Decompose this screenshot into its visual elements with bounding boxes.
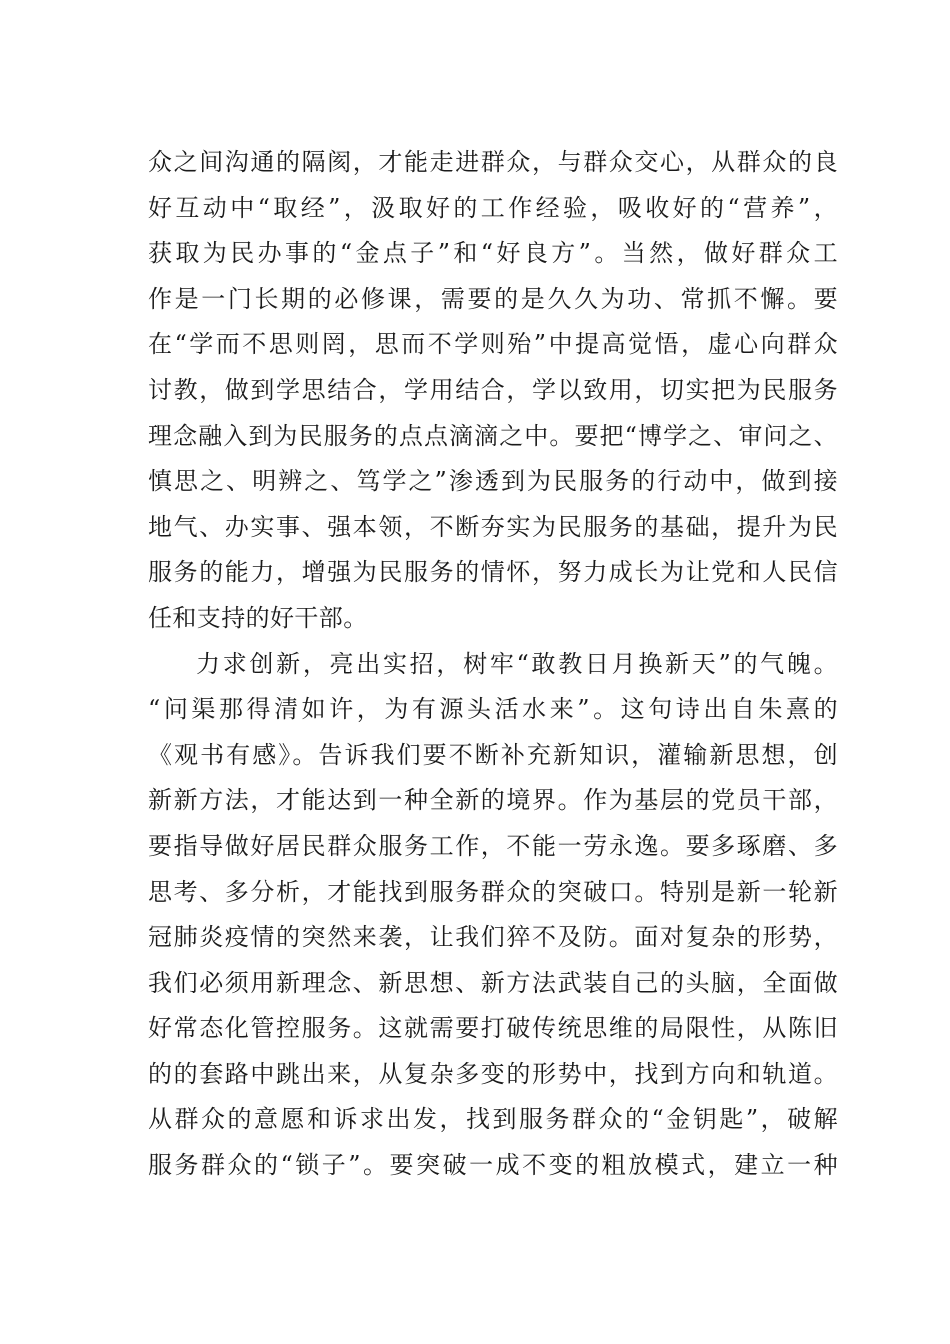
text-line: 新新方法，才能达到一种全新的境界。作为基层的党员干部， [148,786,838,815]
text-line: 众之间沟通的隔阂，才能走进群众，与群众交心，从群众的良 [148,148,838,176]
text-line: 服务群众的“锁子”。要突破一成不变的粗放模式，建立一种 [148,1151,838,1180]
text-line: 冠肺炎疫情的突然来袭，让我们猝不及防。面对复杂的形势， [148,923,838,952]
text-line: 我们必须用新理念、新思想、新方法武装自己的头脑，全面做 [148,968,838,997]
text-line: “问渠那得清如许，为有源头活水来”。这句诗出自朱熹的 [148,695,838,724]
body-text [148,140,838,1189]
text-line: 从群众的意愿和诉求出发，找到服务群众的“金钥匙”，破解 [148,1105,838,1134]
text-line: 好互动中“取经”，汲取好的工作经验，吸收好的“营养”， [148,193,838,222]
text-line: 思考、多分析，才能找到服务群众的突破口。特别是新一轮新 [148,877,838,906]
text-line: 慎思之、明辨之、笃学之”渗透到为民服务的行动中，做到接 [148,467,838,496]
text-line: 好常态化管控服务。这就需要打破传统思维的局限性，从陈旧 [148,1014,838,1043]
text-line: 理念融入到为民服务的点点滴滴之中。要把“博学之、审问之、 [148,421,838,450]
text-line: 《观书有感》。告诉我们要不断补充新知识，灌输新思想，创 [148,740,838,769]
text-line: 获取为民办事的“金点子”和“好良方”。当然，做好群众工 [148,239,838,268]
text-line: 作是一门长期的必修课，需要的是久久为功、常抓不懈。要 [148,284,838,313]
text-line: 力求创新，亮出实招，树牢“敢教日月换新天”的气魄。 [196,649,838,678]
text-line: 讨教，做到学思结合，学用结合，学以致用，切实把为民服务 [148,375,838,404]
text-line: 地气、办实事、强本领，不断夯实为民服务的基础，提升为民 [148,512,838,541]
text-line: 任和支持的好干部。 [148,603,368,632]
text-line: 的的套路中跳出来，从复杂多变的形势中，找到方向和轨道。 [148,1059,838,1088]
text-line: 要指导做好居民群众服务工作，不能一劳永逸。要多琢磨、多 [148,831,838,860]
text-line: 在“学而不思则罔，思而不学则殆”中提高觉悟，虚心向群众 [148,330,838,359]
paragraph-2 [148,642,838,1189]
paragraph-1 [148,140,838,642]
text-line: 服务的能力，增强为民服务的情怀，努力成长为让党和人民信 [148,558,838,587]
